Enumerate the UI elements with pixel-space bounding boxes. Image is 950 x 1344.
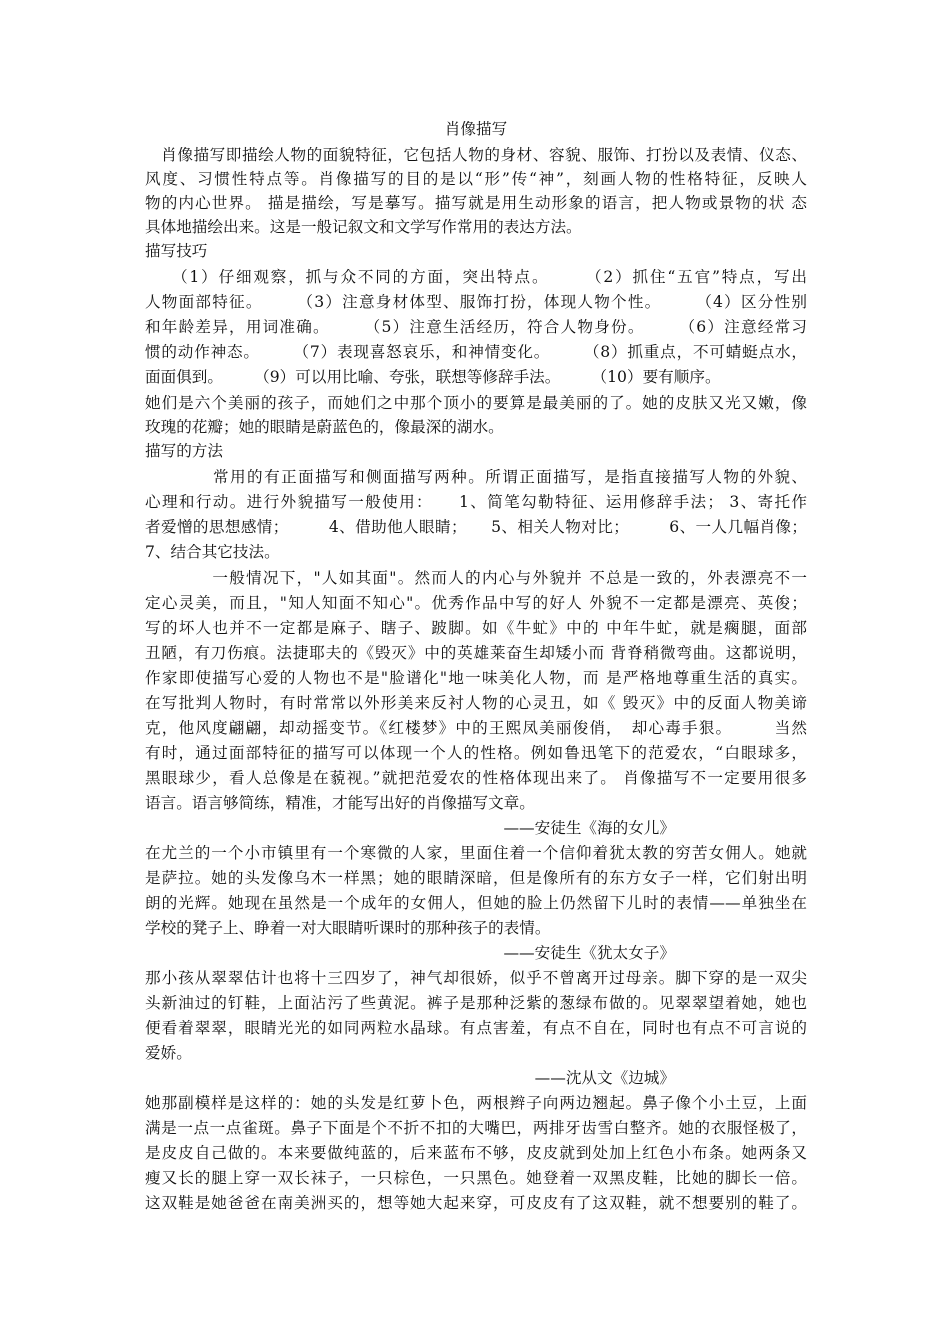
general-line: 定心灵美，而且，"知人知面不知心"。优秀作品中写的好人 外貌不一定都是漂亮、英俊； [145, 594, 807, 612]
general-line: 一般情况下，"人如其面"。然而人的内心与外貌并 不总是一致的，外表漂亮不一 [145, 569, 807, 587]
skills-line: 和年龄差异，用词准确。 （5）注意生活经历，符合人物身份。 （6）注意经常习 [145, 318, 807, 336]
general-line: 作家即使描写心爱的人物也不是"脸谱化"地一味美化人物，而 是严格地尊重生活的真实。 [145, 669, 807, 687]
intro-line: 物的内心世界。 描是描绘，写是摹写。描写就是用生动形象的语言，把人物或景物的状 态 [145, 194, 807, 212]
intro-line: 具体地描绘出来。这是一般记叙文和文学写作常用的表达方法。 [145, 218, 582, 236]
passage-line: 那小孩从翠翠估计也将十三四岁了，神气却很娇，似乎不曾离开过母亲。脚下穿的是一双尖 [145, 969, 807, 987]
passage-line: 头新油过的钉鞋，上面沾污了些黄泥。裤子是那种泛紫的葱绿布做的。见翠翠望着她，她也 [145, 994, 807, 1012]
skills-line: 惯的动作神态。 （7）表现喜怒哀乐，和神情变化。 （8）抓重点，不可蜻蜓点水， [145, 343, 807, 361]
general-line: 丑陋，有刀伤痕。法捷耶夫的《毁灭》中的英雄莱奋生却矮小而 背脊稍微弯曲。这都说明， [145, 644, 807, 662]
example-line: 玫瑰的花瓣；她的眼睛是蔚蓝色的，像最深的湖水。 [145, 418, 504, 436]
doc-title: 肖像描写 [444, 120, 508, 138]
skills-heading: 描写技巧 [145, 242, 208, 260]
passage-line: 爱娇。 [145, 1044, 192, 1062]
skills-line: （1）仔细观察，抓与众不同的方面，突出特点。 （2）抓住“五官”特点，写出 [145, 268, 807, 286]
general-line: 黑眼球少，看人总像是在藐视。”就把范爱农的性格体现出来了。 肖像描写不一定要用很多 [145, 769, 807, 787]
example-line: 她们是六个美丽的孩子，而她们之中那个顶小的要算是最美丽的了。她的皮肤又光又嫩，像 [145, 394, 807, 412]
citation: ——安徒生《犹太女子》 [503, 944, 675, 962]
skills-line: 人物面部特征。 （3）注意身材体型、服饰打扮，体现人物个性。 （4）区分性别 [145, 293, 807, 311]
intro-line: 肖像描写即描绘人物的面貌特征，它包括人物的身材、容貌、服饰、打扮以及表情、仪态、 [145, 146, 807, 164]
general-line: 写的坏人也并不一定都是麻子、瞎子、跛脚。如《牛虻》中的 中年牛虻，就是瘸腿，面部 [145, 619, 807, 637]
passage-line: 瘦又长的腿上穿一双长袜子，一只棕色，一只黑色。她登着一双黑皮鞋，比她的脚长一倍。 [145, 1169, 807, 1187]
methods-line: 者爱憎的思想感情； 4、借助他人眼睛； 5、相关人物对比； 6、一人几幅肖像； [145, 518, 807, 536]
passage-line: 朗的光辉。她现在虽然是一个成年的女佣人，但她的脸上仍然留下儿时的表情——单独坐在 [145, 894, 807, 912]
methods-heading: 描写的方法 [145, 442, 223, 460]
passage-line: 是皮皮自己做的。本来要做纯蓝的，后来蓝布不够，皮皮就到处加上红色小布条。她两条又 [145, 1144, 807, 1162]
general-line: 在写批判人物时，有时常常以外形美来反衬人物的心灵丑，如《 毁灭》中的反面人物美谛 [145, 694, 807, 712]
passage-line: 是萨拉。她的头发像乌木一样黑；她的眼睛深暗，但是像所有的东方女子一样，它们射出明 [145, 869, 807, 887]
methods-line: 心理和行动。进行外貌描写一般使用： 1、简笔勾勒特征、运用修辞手法； 3、寄托作 [145, 493, 807, 511]
citation: ——安徒生《海的女儿》 [503, 819, 675, 837]
general-line: 克，他风度翩翩，却动摇变节。《红楼梦》中的王熙凤美丽俊俏， 却心毒手狠。 当然 [145, 719, 807, 737]
skills-line: 面面俱到。 （9）可以用比喻、夸张，联想等修辞手法。 （10）要有顺序。 [145, 368, 721, 386]
methods-line: 7、结合其它技法。 [145, 543, 280, 561]
passage-line: 满是一点一点雀斑。鼻子下面是个不折不扣的大嘴巴，两排牙齿雪白整齐。她的衣服怪极了， [145, 1119, 807, 1137]
citation: ——沈从文《边城》 [534, 1069, 675, 1087]
intro-line: 风度、习惯性特点等。肖像描写的目的是以“形”传“神”，刻画人物的性格特征，反映人 [145, 170, 807, 188]
general-line: 有时，通过面部特征的描写可以体现一个人的性格。例如鲁迅笔下的范爱农，“白眼球多， [145, 744, 807, 762]
passage-line: 这双鞋是她爸爸在南美洲买的，想等她大起来穿，可皮皮有了这双鞋，就不想要别的鞋了。 [145, 1194, 807, 1212]
passage-line: 学校的凳子上、睁着一对大眼睛听课时的那种孩子的表情。 [145, 919, 551, 937]
methods-line: 常用的有正面描写和侧面描写两种。所谓正面描写，是指直接描写人物的外貌、 [145, 468, 807, 486]
passage-line: 在尤兰的一个小市镇里有一个寒微的人家，里面住着一个信仰着犹太教的穷苦女佣人。她就 [145, 844, 807, 862]
passage-line: 她那副模样是这样的：她的头发是红萝卜色，两根辫子向两边翘起。鼻子像个小土豆，上面 [145, 1094, 807, 1112]
general-line: 语言。语言够简练，精准，才能写出好的肖像描写文章。 [145, 794, 535, 812]
passage-line: 便看着翠翠，眼睛光光的如同两粒水晶球。有点害羞，有点不自在，同时也有点不可言说的 [145, 1019, 807, 1037]
